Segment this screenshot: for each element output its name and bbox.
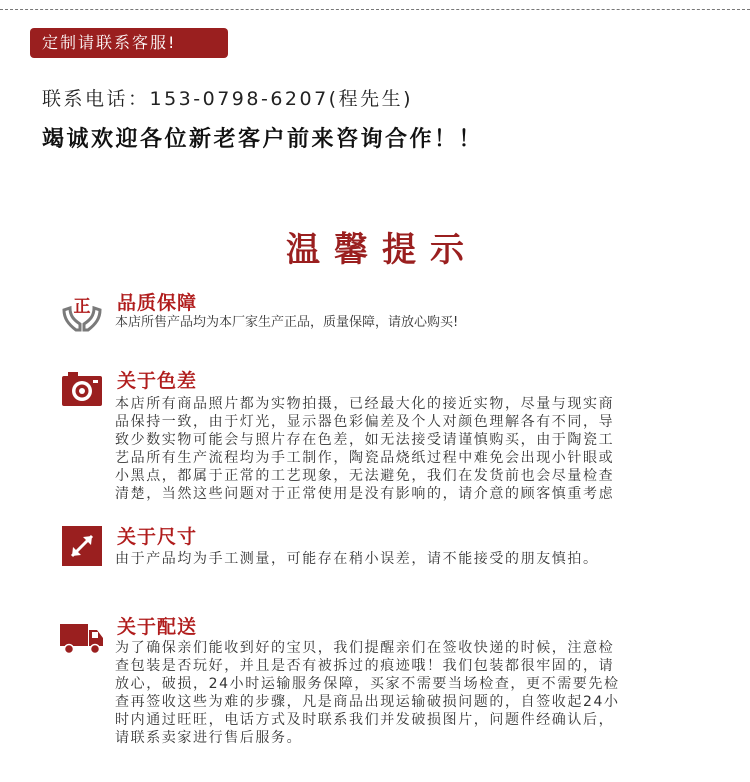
custom-contact-badge[interactable]: 定制请联系客服!	[30, 28, 228, 58]
section-text	[115, 395, 697, 503]
section-title: 品质保障	[117, 292, 198, 314]
text-line: 清楚，当然这些问题对于正常使用是没有影响的，请介意的顾客慎重考虑	[115, 486, 615, 502]
text-line: 为了确保亲们能收到好的宝贝，我们提醒亲们在签收快递的时候，注意检	[115, 640, 615, 656]
welcome-message: 竭诚欢迎各位新老客户前来咨询合作！！	[42, 127, 484, 152]
text-line: 放心，破损，24小时运输服务保障，买家不需要当场检查，更不需要先检	[115, 676, 620, 692]
resize-arrow-icon	[62, 526, 102, 566]
text-line: 艺品所有生产流程均为手工制作，陶瓷品烧纸过程中难免会出现小针眼或	[115, 450, 615, 466]
section-text	[115, 639, 697, 747]
section-title: 关于尺寸	[117, 526, 198, 548]
quality-hands-icon	[60, 290, 104, 334]
section-text	[115, 550, 697, 568]
text-line: 小黑点，都属于正常的工艺现象，无法避免，我们在发货前也会尽量检查	[115, 468, 615, 484]
text-line: 品保持一致，由于灯光，显示器色彩偏差及个人对颜色理解各有不同，导	[115, 414, 615, 430]
text-line: 查再签收这些为难的步骤，凡是商品出现运输破损问题的，自签收起24小	[115, 694, 620, 710]
camera-icon	[60, 368, 104, 412]
text-line: 致少数实物可能会与照片存在色差，如无法接受请谨慎购买，由于陶瓷工	[115, 432, 615, 448]
text-line: 请联系卖家进行售后服务。	[115, 730, 303, 746]
text-line: 本店所售产品均为本厂家生产正品，质量保障，请放心购买!	[115, 315, 459, 330]
section-text	[115, 314, 697, 332]
text-line: 本店所有商品照片都为实物拍摄，已经最大化的接近实物，尽量与现实商	[115, 396, 615, 412]
text-line: 查包装是否玩好，并且是否有被拆过的痕迹哦！我们包装都很牢固的，请	[115, 658, 615, 674]
contact-phone: 联系电话：153-0798-6207(程先生)	[42, 88, 414, 110]
delivery-truck-icon	[59, 614, 105, 658]
page-heading: 温馨提示	[286, 230, 478, 270]
dashed-divider	[0, 9, 750, 10]
text-line: 由于产品均为手工测量，可能存在稍小误差，请不能接受的朋友慎拍。	[115, 551, 599, 567]
text-line: 时内通过旺旺，电话方式及时联系我们并发破损图片，问题件经确认后，	[115, 712, 615, 728]
section-title: 关于色差	[117, 370, 198, 392]
quality-glyph: 正	[73, 297, 91, 317]
section-title: 关于配送	[117, 616, 198, 638]
